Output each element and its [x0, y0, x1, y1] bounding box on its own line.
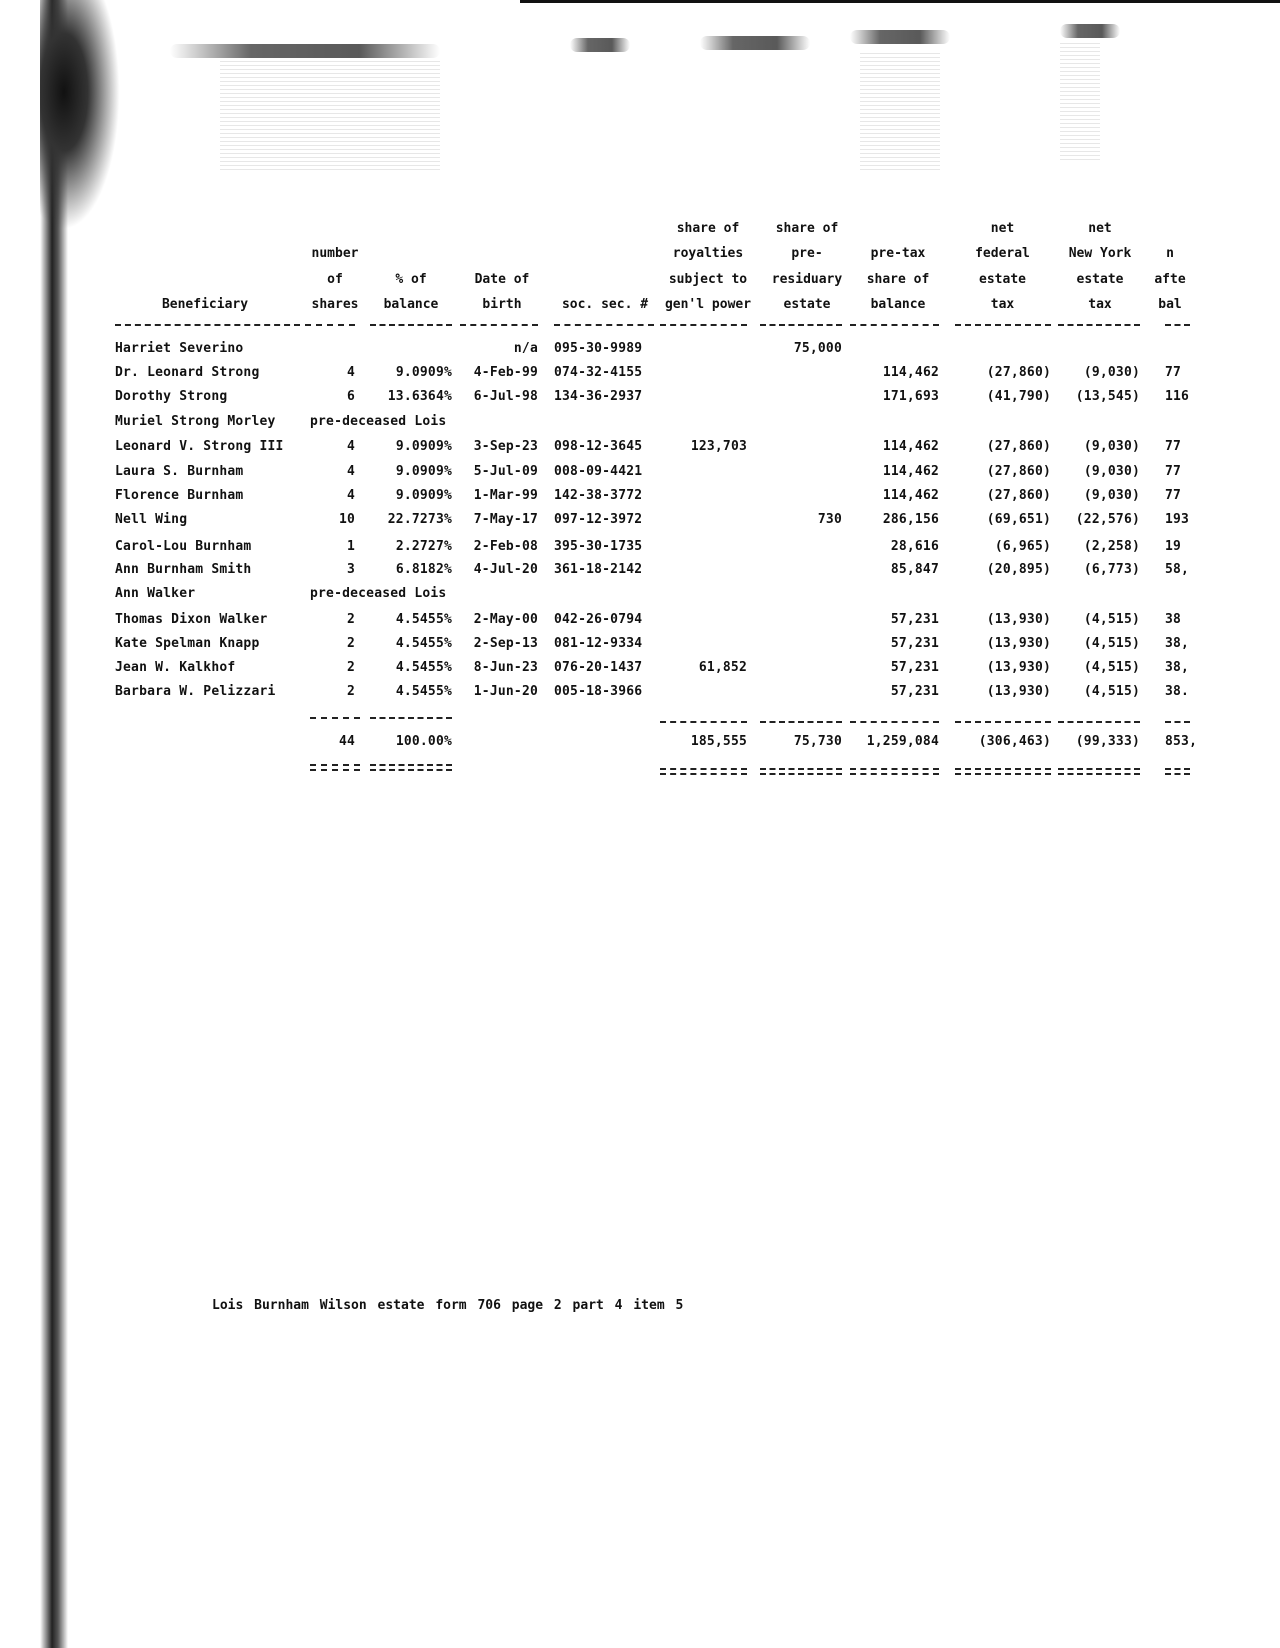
- column-header-ny: New York: [1068, 246, 1132, 261]
- double-underline: [760, 768, 842, 775]
- cell-fed: (6,965): [994, 539, 1051, 554]
- cell-shares: 3: [346, 562, 355, 577]
- cell-fed: (13,930): [986, 660, 1051, 675]
- total-shares: 44: [338, 734, 355, 749]
- cell-pct: 22.7273%: [387, 512, 452, 527]
- column-header-fed: estate: [979, 271, 1026, 287]
- cell-dob: 6-Jul-98: [473, 389, 538, 404]
- cell-shares: 4: [346, 488, 355, 503]
- cell-ssn: 098-12-3645: [554, 439, 643, 454]
- cell-ny: (4,515): [1083, 660, 1140, 675]
- total-royalties: 185,555: [690, 734, 747, 749]
- cell-shares: 10: [338, 512, 355, 527]
- cell-name: Ann Walker: [115, 586, 196, 601]
- column-rule: [955, 324, 1051, 326]
- column-header-royalties: share of: [676, 220, 740, 236]
- cell-last: 77: [1165, 464, 1182, 479]
- column-rule: [115, 324, 300, 326]
- cell-shares: 4: [346, 365, 355, 380]
- cell-pretax: 286,156: [882, 512, 939, 527]
- cell-name: Thomas Dixon Walker: [115, 612, 268, 627]
- cell-pretax: 114,462: [882, 439, 939, 454]
- total-pct: 100.00%: [395, 734, 452, 749]
- column-rule: [370, 324, 452, 326]
- column-header-last: bal: [1158, 297, 1182, 312]
- cell-pretax: 28,616: [890, 539, 939, 554]
- cell-pretax: 57,231: [890, 636, 939, 651]
- cell-shares: 1: [346, 539, 355, 554]
- cell-dob: 3-Sep-23: [473, 439, 538, 454]
- double-underline: [660, 768, 747, 775]
- cell-dob: 8-Jun-23: [473, 660, 538, 675]
- cell-fed: (13,930): [986, 636, 1051, 651]
- double-underline: [850, 768, 939, 775]
- column-rule: [554, 324, 654, 326]
- cell-pct: 13.6364%: [387, 389, 452, 404]
- column-header-last: afte: [1154, 271, 1186, 287]
- cell-name: Muriel Strong Morley: [115, 414, 276, 429]
- cell-preres: 75,000: [793, 341, 842, 356]
- column-rule: [850, 324, 939, 326]
- column-header-royalties: subject to: [668, 271, 748, 287]
- cell-royalties: 123,703: [690, 439, 747, 454]
- column-header-pct: balance: [383, 297, 439, 312]
- cell-dob: 7-May-17: [473, 512, 538, 527]
- cell-last: 38,: [1165, 660, 1190, 675]
- cell-pretax: 57,231: [890, 660, 939, 675]
- cell-last: 58,: [1165, 562, 1190, 577]
- cell-ny: (22,576): [1075, 512, 1140, 527]
- cell-name: Ann Burnham Smith: [115, 562, 252, 577]
- double-underline: [1165, 768, 1190, 775]
- cell-fed: (20,895): [986, 562, 1051, 577]
- column-header-royalties: gen'l power: [664, 297, 752, 312]
- cell-pct: 4.5455%: [395, 684, 452, 699]
- column-header-last: n: [1166, 246, 1174, 261]
- cell-last: 38.: [1165, 684, 1190, 699]
- cell-pct: 4.5455%: [395, 612, 452, 627]
- column-header-fed: net: [990, 220, 1015, 236]
- cell-shares: 2: [346, 612, 355, 627]
- cell-last: 77: [1165, 365, 1182, 380]
- cell-pct: 2.2727%: [395, 539, 452, 554]
- scan-smudge: [850, 30, 950, 44]
- cell-pretax: 171,693: [882, 389, 939, 404]
- cell-shares: 2: [346, 636, 355, 651]
- cell-ny: (9,030): [1083, 365, 1140, 380]
- column-rule: [1165, 324, 1190, 326]
- column-header-ny: net: [1088, 220, 1112, 236]
- cell-ny: (13,545): [1075, 389, 1140, 404]
- cell-pretax: 114,462: [882, 464, 939, 479]
- scan-corner-shadow: [40, 0, 120, 230]
- total-rule: [850, 721, 939, 723]
- cell-name: Laura S. Burnham: [115, 464, 244, 479]
- cell-note: pre-deceased Lois: [310, 586, 447, 601]
- column-header-shares: number: [311, 246, 359, 261]
- column-header-ny: estate: [1076, 271, 1124, 287]
- cell-ssn: 095-30-9989: [554, 341, 643, 356]
- cell-shares: 6: [346, 389, 355, 404]
- cell-ny: (9,030): [1083, 488, 1140, 503]
- column-header-fed: tax: [990, 297, 1015, 312]
- cell-dob: 1-Jun-20: [473, 684, 538, 699]
- cell-dob: 2-May-00: [473, 612, 538, 627]
- scan-smudge: [1060, 24, 1120, 38]
- cell-name: Nell Wing: [115, 512, 188, 527]
- column-header-preres: residuary: [771, 271, 843, 287]
- cell-pretax: 57,231: [890, 684, 939, 699]
- cell-name: Harriet Severino: [115, 341, 244, 356]
- column-header-ny: tax: [1088, 297, 1112, 312]
- cell-ssn: 081-12-9334: [554, 636, 643, 651]
- cell-fed: (27,860): [986, 464, 1051, 479]
- scan-smudge: [570, 38, 630, 52]
- total-rule: [760, 721, 842, 723]
- cell-last: 77: [1165, 488, 1182, 503]
- cell-ssn: 005-18-3966: [554, 684, 643, 699]
- column-header-pretax: pre-tax: [870, 246, 926, 261]
- cell-last: 38: [1165, 612, 1182, 627]
- column-header-pct: % of: [395, 271, 427, 287]
- cell-ny: (6,773): [1083, 562, 1140, 577]
- total-last: 853,: [1165, 734, 1198, 749]
- cell-shares: 4: [346, 464, 355, 479]
- cell-royalties: 61,852: [698, 660, 747, 675]
- page-footer: Lois Burnham Wilson estate form 706 page 2 part 4 item 5: [212, 1298, 684, 1313]
- cell-shares: 2: [346, 660, 355, 675]
- total-rule: [1058, 721, 1140, 723]
- cell-fed: (27,860): [986, 365, 1051, 380]
- cell-last: 193: [1165, 512, 1190, 527]
- cell-dob: 4-Jul-20: [473, 562, 538, 577]
- cell-name: Barbara W. Pelizzari: [115, 684, 276, 699]
- cell-dob: 2-Feb-08: [473, 539, 538, 554]
- cell-dob: 5-Jul-09: [473, 464, 538, 479]
- cell-pretax: 57,231: [890, 612, 939, 627]
- cell-ssn: 042-26-0794: [554, 612, 643, 627]
- cell-fed: (13,930): [986, 612, 1051, 627]
- cell-shares: 4: [346, 439, 355, 454]
- total-ny: (99,333): [1075, 734, 1140, 749]
- column-header-preres: share of: [775, 220, 839, 236]
- total-pretax: 1,259,084: [866, 734, 939, 749]
- cell-ny: (4,515): [1083, 636, 1140, 651]
- cell-ssn: 361-18-2142: [554, 562, 643, 577]
- cell-pretax: 114,462: [882, 488, 939, 503]
- total-rule: [955, 721, 1051, 723]
- total-rule: [660, 721, 747, 723]
- scan-noise: [220, 60, 440, 170]
- column-header-pretax: share of: [866, 271, 930, 287]
- scan-noise: [1060, 40, 1100, 160]
- cell-name: Jean W. Kalkhof: [115, 660, 236, 675]
- column-rule: [305, 324, 355, 326]
- cell-fed: (69,651): [986, 512, 1051, 527]
- total-rule: [1165, 721, 1190, 723]
- cell-dob: 2-Sep-13: [473, 636, 538, 651]
- cell-name: Carol-Lou Burnham: [115, 539, 252, 554]
- cell-pct: 9.0909%: [395, 439, 452, 454]
- scan-noise: [860, 50, 940, 170]
- double-underline: [370, 764, 452, 771]
- double-underline: [955, 768, 1051, 775]
- column-header-ssn: soc. sec. #: [561, 297, 649, 312]
- cell-name: Dr. Leonard Strong: [115, 365, 260, 380]
- cell-fed: (27,860): [986, 488, 1051, 503]
- cell-pct: 9.0909%: [395, 365, 452, 380]
- cell-dob: n/a: [513, 341, 538, 356]
- column-rule: [460, 324, 538, 326]
- column-header-preres: estate: [783, 297, 831, 312]
- cell-pct: 9.0909%: [395, 488, 452, 503]
- column-header-fed: federal: [975, 246, 1030, 261]
- column-header-pretax: balance: [870, 297, 926, 312]
- cell-name: Dorothy Strong: [115, 389, 228, 404]
- cell-fed: (13,930): [986, 684, 1051, 699]
- column-header-shares: of: [327, 271, 343, 287]
- cell-pct: 9.0909%: [395, 464, 452, 479]
- cell-ssn: 134-36-2937: [554, 389, 643, 404]
- cell-ssn: 395-30-1735: [554, 539, 643, 554]
- cell-ssn: 142-38-3772: [554, 488, 643, 503]
- scan-edge-shadow: [0, 0, 70, 1648]
- cell-last: 19: [1165, 539, 1182, 554]
- cell-fed: (27,860): [986, 439, 1051, 454]
- cell-pct: 4.5455%: [395, 660, 452, 675]
- column-rule: [760, 324, 842, 326]
- cell-last: 38,: [1165, 636, 1190, 651]
- cell-ny: (4,515): [1083, 612, 1140, 627]
- column-header-beneficiary: Beneficiary: [161, 297, 249, 312]
- cell-last: 116: [1165, 389, 1190, 404]
- cell-dob: 4-Feb-99: [473, 365, 538, 380]
- cell-ny: (2,258): [1083, 539, 1140, 554]
- cell-fed: (41,790): [986, 389, 1051, 404]
- column-header-shares: shares: [311, 297, 359, 312]
- column-rule: [1058, 324, 1140, 326]
- cell-ssn: 074-32-4155: [554, 365, 643, 380]
- total-rule: [370, 717, 452, 719]
- cell-pretax: 114,462: [882, 365, 939, 380]
- cell-note: pre-deceased Lois: [310, 414, 447, 429]
- cell-ssn: 008-09-4421: [554, 464, 643, 479]
- column-header-royalties: royalties: [672, 246, 744, 261]
- cell-last: 77: [1165, 439, 1182, 454]
- cell-pct: 4.5455%: [395, 636, 452, 651]
- scan-smudge: [700, 36, 810, 50]
- total-preres: 75,730: [793, 734, 842, 749]
- cell-name: Kate Spelman Knapp: [115, 636, 260, 651]
- column-header-dob: Date of: [474, 271, 530, 287]
- cell-ny: (4,515): [1083, 684, 1140, 699]
- cell-name: Leonard V. Strong III: [115, 439, 284, 454]
- cell-ssn: 097-12-3972: [554, 512, 643, 527]
- cell-ny: (9,030): [1083, 439, 1140, 454]
- cell-pct: 6.8182%: [395, 562, 452, 577]
- column-header-dob: birth: [482, 297, 522, 312]
- cell-shares: 2: [346, 684, 355, 699]
- total-rule: [310, 717, 360, 719]
- cell-dob: 1-Mar-99: [473, 488, 538, 503]
- double-underline: [1058, 768, 1140, 775]
- cell-preres: 730: [817, 512, 842, 527]
- total-fed: (306,463): [978, 734, 1051, 749]
- double-underline: [310, 764, 360, 771]
- cell-ny: (9,030): [1083, 464, 1140, 479]
- scan-top-edge: [520, 0, 1280, 3]
- column-rule: [660, 324, 747, 326]
- cell-pretax: 85,847: [890, 562, 939, 577]
- scan-smudge: [170, 44, 440, 58]
- cell-ssn: 076-20-1437: [554, 660, 643, 675]
- column-header-preres: pre-: [791, 246, 823, 261]
- cell-name: Florence Burnham: [115, 488, 244, 503]
